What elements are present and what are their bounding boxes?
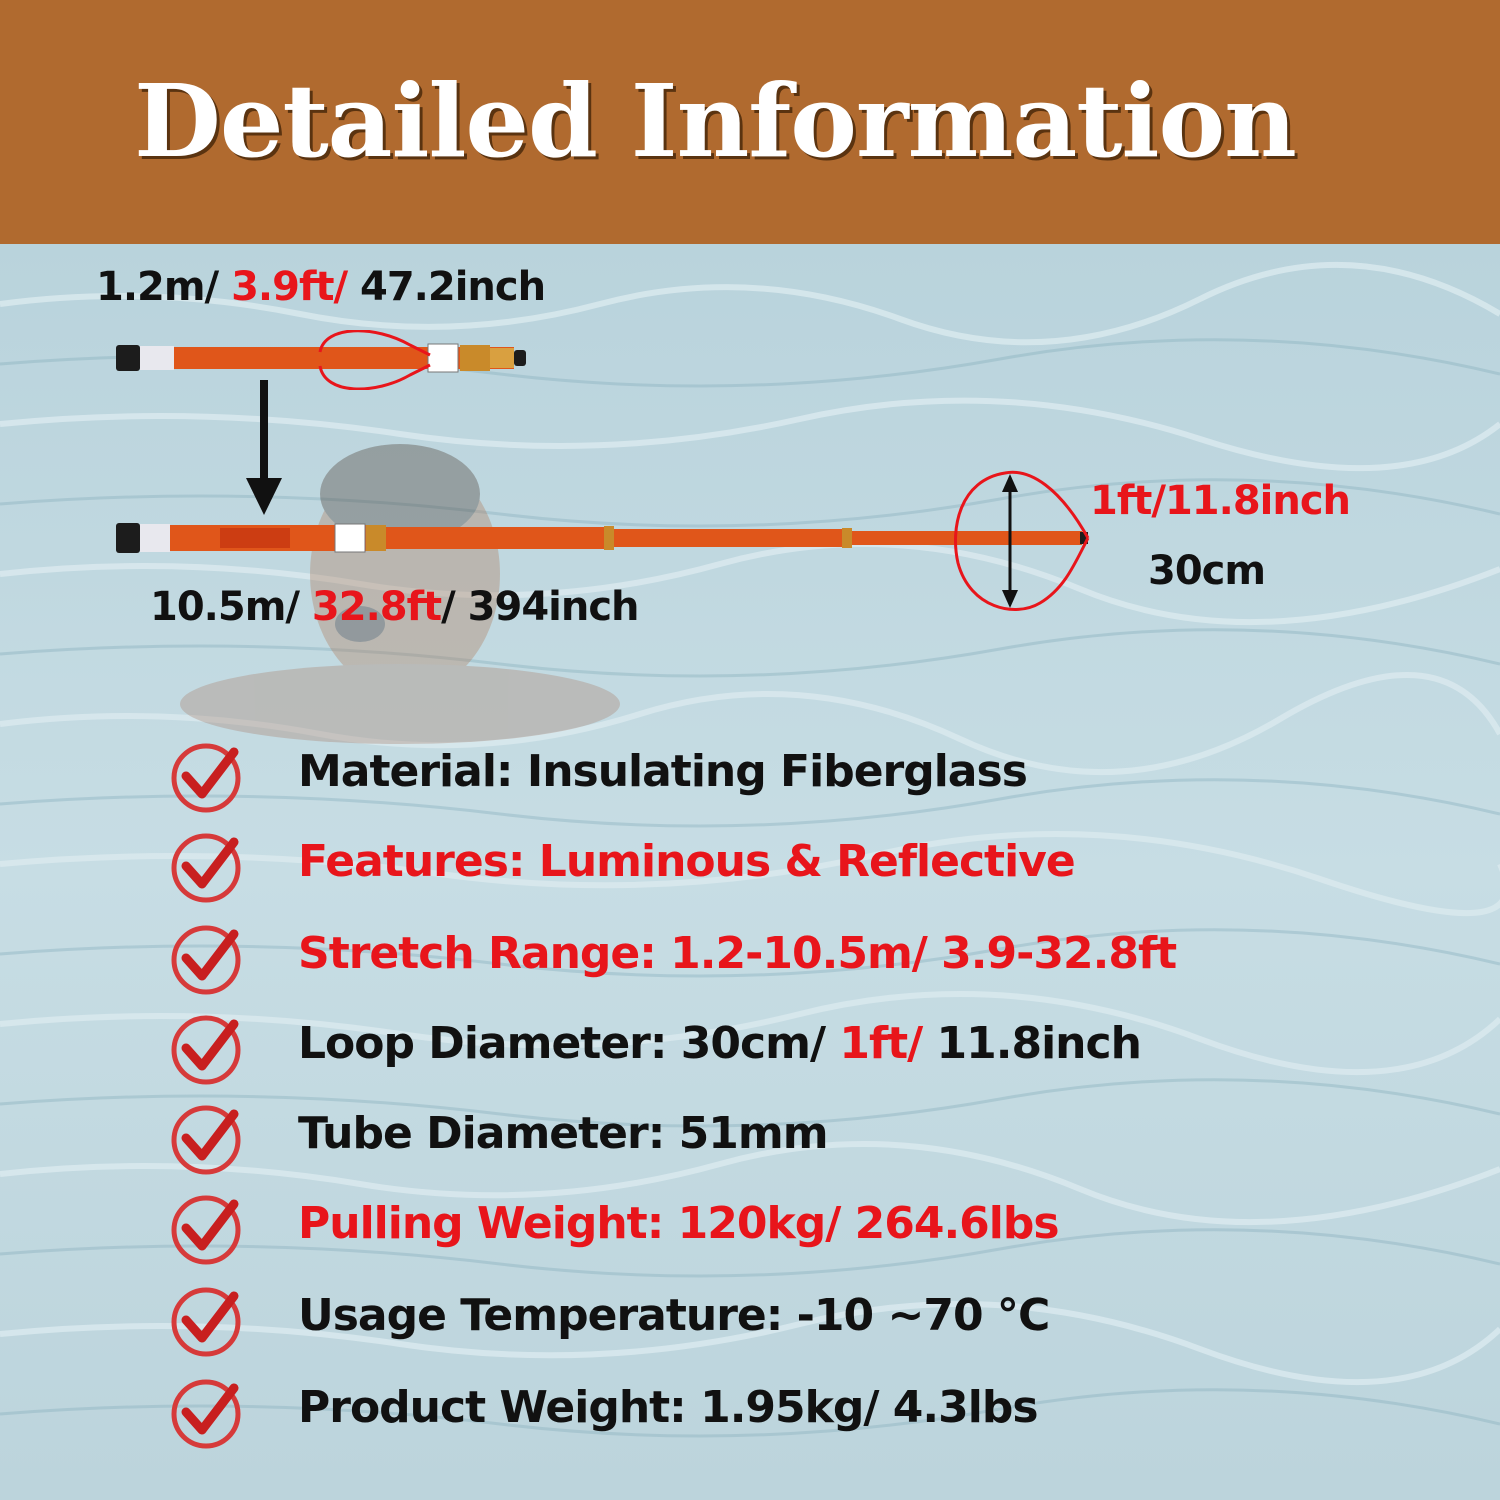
check-circle-icon (168, 1374, 244, 1450)
spec-text: Features: Luminous & Reflective (298, 836, 1075, 887)
spec-item-loop-diameter (168, 1008, 1168, 1088)
spec-item-tube-diameter (168, 1098, 1168, 1178)
spec-item-material (168, 736, 1168, 816)
retracted-length-label: 1.2m/ 3.9ft/ 47.2inch (96, 264, 546, 310)
page-title: Detailed Information (134, 62, 1296, 180)
header-banner (0, 0, 1500, 244)
check-circle-icon (168, 920, 244, 996)
loop-size-cm-label: 30cm (1148, 548, 1266, 594)
check-circle-icon (168, 1010, 244, 1086)
spec-text: Pulling Weight: 120kg/ 264.6lbs (298, 1198, 1059, 1249)
check-circle-icon (168, 828, 244, 904)
spec-item-stretch-range (168, 918, 1177, 998)
spec-text: Stretch Range: 1.2-10.5m/ 3.9-32.8ft (298, 928, 1177, 979)
extended-length-label: 10.5m/ 32.8ft/ 394inch (150, 584, 639, 630)
check-circle-icon (168, 1282, 244, 1358)
check-circle-icon (168, 738, 244, 814)
spec-item-pulling-weight (168, 1188, 1168, 1268)
spec-item-features (168, 826, 1168, 906)
check-circle-icon (168, 1100, 244, 1176)
spec-text: Product Weight: 1.95kg/ 4.3lbs (298, 1382, 1038, 1433)
spec-text: Tube Diameter: 51mm (298, 1108, 828, 1159)
spec-text: Material: Insulating Fiberglass (298, 746, 1027, 797)
spec-item-product-weight (168, 1372, 1168, 1452)
spec-item-usage-temperature (168, 1280, 1168, 1360)
retracted-pole (110, 330, 540, 390)
loop-size-label: 1ft/11.8inch (1090, 478, 1351, 524)
check-circle-icon (168, 1190, 244, 1266)
spec-text: Usage Temperature: -10 ~70 ℃ (298, 1290, 1050, 1341)
spec-text: Loop Diameter: 30cm/ 1ft/ 11.8inch (298, 1018, 1141, 1069)
